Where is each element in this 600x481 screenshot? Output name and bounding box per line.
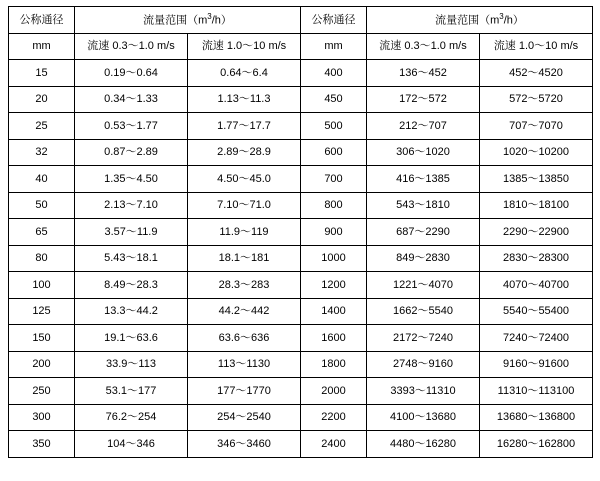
cell-flow-high-left: 113～1130 <box>188 351 301 378</box>
cell-flow-high-right: 16280～162800 <box>480 431 593 458</box>
cell-flow-low-right: 172～572 <box>367 86 480 113</box>
header-unit-mm-left: mm <box>9 33 75 60</box>
cell-flow-high-left: 2.89～28.9 <box>188 139 301 166</box>
header-flow-range-right <box>367 7 593 34</box>
cell-flow-high-left: 346～3460 <box>188 431 301 458</box>
cell-flow-high-right: 1385～13850 <box>480 166 593 193</box>
table-row <box>9 351 593 378</box>
cell-nominal-diameter-left: 32 <box>9 139 75 166</box>
cell-flow-low-right: 416～1385 <box>367 166 480 193</box>
cell-nominal-diameter-right: 800 <box>301 192 367 219</box>
cell-flow-low-left: 0.19～0.64 <box>75 60 188 87</box>
cell-nominal-diameter-right: 1600 <box>301 325 367 352</box>
header-nominal-diameter-left: 公称通径 <box>9 7 75 34</box>
header-flow-range-right-suffix: /h） <box>503 14 524 27</box>
header-row-sub <box>9 33 593 60</box>
table-row <box>9 192 593 219</box>
header-flow-range-left-prefix: 流量范围（m <box>143 14 208 27</box>
table-row <box>9 404 593 431</box>
cell-flow-high-right: 707～7070 <box>480 113 593 140</box>
cell-flow-high-left: 18.1～181 <box>188 245 301 272</box>
cell-flow-high-right: 4070～40700 <box>480 272 593 299</box>
cell-nominal-diameter-right: 2000 <box>301 378 367 405</box>
cell-flow-high-left: 44.2～442 <box>188 298 301 325</box>
header-nominal-diameter-right: 公称通径 <box>301 7 367 34</box>
table-row <box>9 431 593 458</box>
cell-flow-high-left: 11.9～119 <box>188 219 301 246</box>
cell-flow-low-left: 1.35～4.50 <box>75 166 188 193</box>
cell-nominal-diameter-left: 80 <box>9 245 75 272</box>
cell-flow-high-left: 1.77～17.7 <box>188 113 301 140</box>
cell-nominal-diameter-left: 300 <box>9 404 75 431</box>
cell-flow-high-left: 254～2540 <box>188 404 301 431</box>
cell-flow-low-right: 543～1810 <box>367 192 480 219</box>
header-unit-mm-right: mm <box>301 33 367 60</box>
cell-flow-high-right: 9160～91600 <box>480 351 593 378</box>
cell-nominal-diameter-left: 150 <box>9 325 75 352</box>
cell-flow-high-right: 2830～28300 <box>480 245 593 272</box>
cell-flow-high-right: 7240～72400 <box>480 325 593 352</box>
cell-nominal-diameter-left: 15 <box>9 60 75 87</box>
cell-nominal-diameter-right: 500 <box>301 113 367 140</box>
header-flow-range-left-suffix: /h） <box>211 14 232 27</box>
cell-flow-low-right: 306～1020 <box>367 139 480 166</box>
table-row <box>9 139 593 166</box>
header-flow-range-right-prefix: 流量范围（m <box>435 14 500 27</box>
cell-flow-low-left: 0.53～1.77 <box>75 113 188 140</box>
cell-flow-high-right: 1810～18100 <box>480 192 593 219</box>
cell-nominal-diameter-left: 125 <box>9 298 75 325</box>
cell-flow-high-left: 63.6～636 <box>188 325 301 352</box>
cell-flow-low-left: 5.43～18.1 <box>75 245 188 272</box>
cell-nominal-diameter-right: 1800 <box>301 351 367 378</box>
cell-flow-high-right: 452～4520 <box>480 60 593 87</box>
table-row <box>9 272 593 299</box>
table-row <box>9 86 593 113</box>
cell-flow-low-left: 0.87～2.89 <box>75 139 188 166</box>
cell-nominal-diameter-left: 200 <box>9 351 75 378</box>
cell-flow-low-left: 53.1～177 <box>75 378 188 405</box>
cell-flow-high-left: 4.50～45.0 <box>188 166 301 193</box>
table-row <box>9 245 593 272</box>
flow-range-table <box>8 6 593 458</box>
cell-nominal-diameter-right: 600 <box>301 139 367 166</box>
cell-flow-low-left: 33.9～113 <box>75 351 188 378</box>
cell-flow-low-left: 3.57～11.9 <box>75 219 188 246</box>
cell-flow-low-right: 849～2830 <box>367 245 480 272</box>
cell-flow-high-left: 1.13～11.3 <box>188 86 301 113</box>
cell-nominal-diameter-right: 450 <box>301 86 367 113</box>
cell-flow-low-right: 2748～9160 <box>367 351 480 378</box>
cell-flow-low-left: 76.2～254 <box>75 404 188 431</box>
header-flow-range-right-sup: 3 <box>499 11 504 21</box>
header-velocity-high-right: 流速 1.0～10 m/s <box>480 33 593 60</box>
cell-flow-low-left: 2.13～7.10 <box>75 192 188 219</box>
cell-flow-high-right: 11310～113100 <box>480 378 593 405</box>
header-flow-range-left-sup: 3 <box>207 11 212 21</box>
cell-nominal-diameter-left: 20 <box>9 86 75 113</box>
cell-flow-low-right: 4100～13680 <box>367 404 480 431</box>
cell-nominal-diameter-right: 900 <box>301 219 367 246</box>
table-row <box>9 378 593 405</box>
cell-flow-low-left: 13.3～44.2 <box>75 298 188 325</box>
table-head <box>9 7 593 60</box>
table-row <box>9 60 593 87</box>
cell-nominal-diameter-left: 250 <box>9 378 75 405</box>
cell-flow-low-left: 8.49～28.3 <box>75 272 188 299</box>
cell-flow-high-left: 0.64～6.4 <box>188 60 301 87</box>
cell-flow-high-left: 177～1770 <box>188 378 301 405</box>
cell-nominal-diameter-right: 1400 <box>301 298 367 325</box>
cell-flow-high-right: 1020～10200 <box>480 139 593 166</box>
cell-nominal-diameter-right: 1200 <box>301 272 367 299</box>
cell-flow-low-right: 3393～11310 <box>367 378 480 405</box>
cell-flow-low-left: 19.1～63.6 <box>75 325 188 352</box>
cell-nominal-diameter-left: 25 <box>9 113 75 140</box>
header-velocity-low-right: 流速 0.3～1.0 m/s <box>367 33 480 60</box>
cell-flow-high-left: 7.10～71.0 <box>188 192 301 219</box>
cell-flow-high-right: 572～5720 <box>480 86 593 113</box>
table-row <box>9 298 593 325</box>
cell-flow-low-right: 1662～5540 <box>367 298 480 325</box>
table-row <box>9 113 593 140</box>
cell-flow-low-right: 136～452 <box>367 60 480 87</box>
cell-nominal-diameter-left: 50 <box>9 192 75 219</box>
cell-nominal-diameter-left: 40 <box>9 166 75 193</box>
cell-nominal-diameter-right: 2200 <box>301 404 367 431</box>
header-velocity-high-left: 流速 1.0～10 m/s <box>188 33 301 60</box>
cell-nominal-diameter-left: 65 <box>9 219 75 246</box>
cell-flow-low-right: 2172～7240 <box>367 325 480 352</box>
cell-flow-high-right: 13680～136800 <box>480 404 593 431</box>
cell-flow-low-right: 4480～16280 <box>367 431 480 458</box>
header-velocity-low-left: 流速 0.3～1.0 m/s <box>75 33 188 60</box>
cell-nominal-diameter-right: 400 <box>301 60 367 87</box>
cell-flow-high-right: 5540～55400 <box>480 298 593 325</box>
table-body <box>9 60 593 458</box>
cell-nominal-diameter-right: 2400 <box>301 431 367 458</box>
header-flow-range-left <box>75 7 301 34</box>
cell-flow-low-right: 212～707 <box>367 113 480 140</box>
cell-nominal-diameter-left: 100 <box>9 272 75 299</box>
cell-nominal-diameter-left: 350 <box>9 431 75 458</box>
table-row <box>9 166 593 193</box>
cell-nominal-diameter-right: 1000 <box>301 245 367 272</box>
cell-flow-low-left: 104～346 <box>75 431 188 458</box>
table-row <box>9 219 593 246</box>
cell-flow-high-left: 28.3～283 <box>188 272 301 299</box>
header-row-main <box>9 7 593 34</box>
table-row <box>9 325 593 352</box>
cell-nominal-diameter-right: 700 <box>301 166 367 193</box>
cell-flow-low-right: 687～2290 <box>367 219 480 246</box>
cell-flow-high-right: 2290～22900 <box>480 219 593 246</box>
cell-flow-low-right: 1221～4070 <box>367 272 480 299</box>
cell-flow-low-left: 0.34～1.33 <box>75 86 188 113</box>
